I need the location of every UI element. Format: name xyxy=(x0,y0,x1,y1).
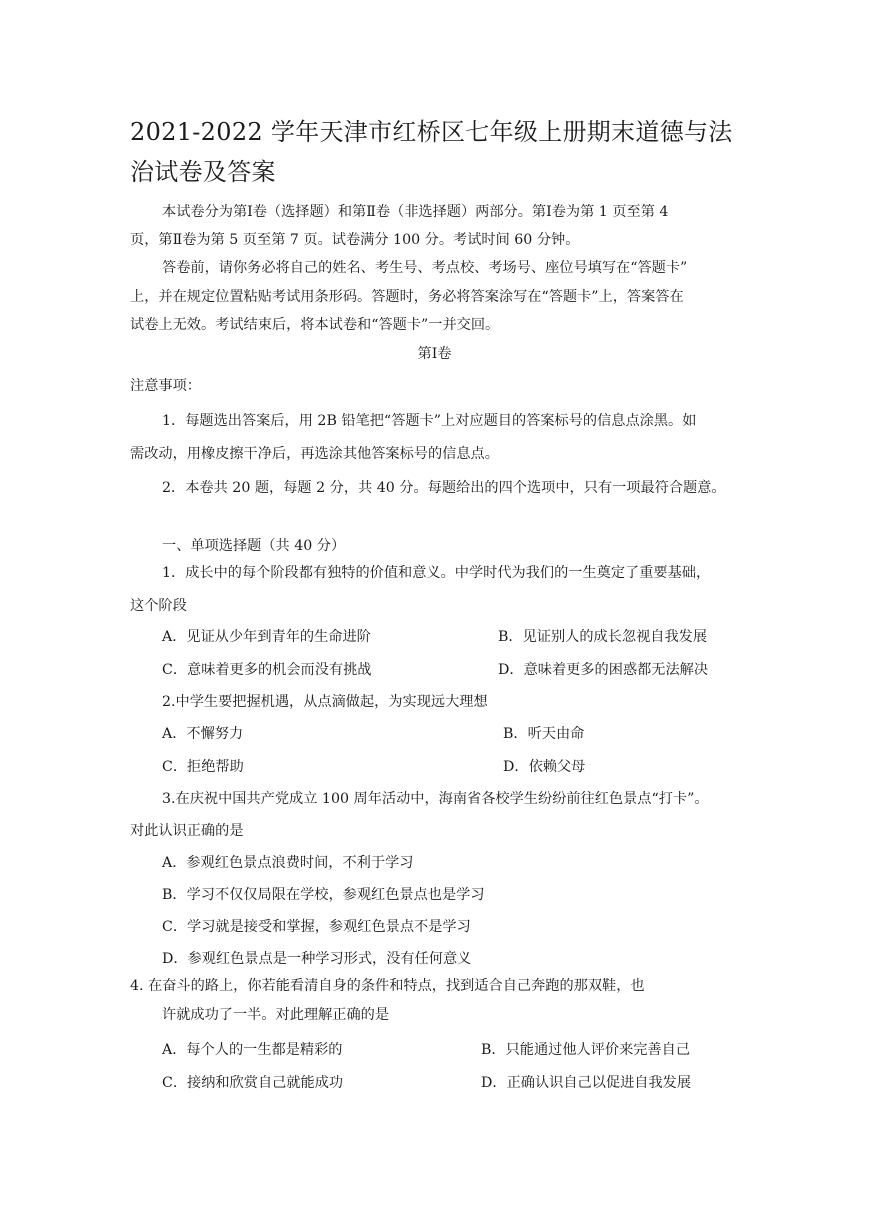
intro-paragraph-2-line-1: 答卷前，请你务必将自己的姓名、考生号、考点校、考场号、座位号填写在“答题卡” xyxy=(162,260,688,276)
question-1-stem-line-1: 1．成长中的每个阶段都有独特的价值和意义。中学时代为我们的一生奠定了重要基础， xyxy=(162,565,711,581)
question-4-stem-line-1: 4. 在奋斗的路上，你若能看清自身的条件和特点，找到适合自己奔跑的那双鞋，也 xyxy=(130,978,645,994)
question-3-stem-line-1: 3.在庆祝中国共产党成立 100 周年活动中，海南省各校学生纷纷前往红色景点“打卡”。 xyxy=(162,791,709,807)
question-4-option-b: B．只能通过他人评价来完善自己 xyxy=(481,1042,691,1058)
question-3-option-d: D．参观红色景点是一种学习形式，没有任何意义 xyxy=(162,951,472,967)
question-4-option-a: A．每个人的一生都是精彩的 xyxy=(162,1042,343,1058)
notice-item-1-line-2: 需改动，用橡皮擦干净后，再选涂其他答案标号的信息点。 xyxy=(130,446,499,462)
question-2-option-a: A．不懈努力 xyxy=(162,726,244,742)
notice-item-1-line-1: 1．每题选出答案后，用 2B 铅笔把“答题卡”上对应题目的答案标号的信息点涂黑。如 xyxy=(162,413,697,429)
question-4-option-d: D．正确认识自己以促进自我发展 xyxy=(481,1075,692,1091)
notice-item-2: 2．本卷共 20 题，每题 2 分，共 40 分。每题给出的四个选项中，只有一项最符合题意。 xyxy=(162,480,726,496)
question-3-stem-line-2: 对此认识正确的是 xyxy=(130,823,244,839)
question-2-option-d: D．依赖父母 xyxy=(503,759,586,775)
question-1-option-d: D．意味着更多的困惑都无法解决 xyxy=(498,662,709,678)
intro-paragraph-1-line-2: 页，第Ⅱ卷为第 5 页至第 7 页。试卷满分 100 分。考试时间 60 分钟。 xyxy=(130,232,580,248)
intro-paragraph-2-line-2: 上，并在规定位置粘贴考试用条形码。答题时，务必将答案涂写在“答题卡”上，答案答在 xyxy=(130,289,684,305)
question-2-option-b: B．听天由命 xyxy=(503,726,585,742)
question-1-stem-line-2: 这个阶段 xyxy=(130,598,187,614)
question-2-option-c: C．拒绝帮助 xyxy=(162,759,244,775)
question-2-stem: 2.中学生要把握机遇，从点滴做起，为实现远大理想 xyxy=(162,694,488,710)
question-1-option-b: B．见证别人的成长忽视自我发展 xyxy=(498,629,708,645)
intro-paragraph-2-line-3: 试卷上无效。考试结束后，将本试卷和“答题卡”一并交回。 xyxy=(130,317,500,333)
notice-heading: 注意事项： xyxy=(130,378,201,394)
question-3-option-b: B．学习不仅仅局限在学校，参观红色景点也是学习 xyxy=(162,887,485,903)
document-title: 2021-2022 学年天津市红桥区七年级上册期末道德与法治试卷及答案 xyxy=(130,118,733,186)
question-3-option-c: C．学习就是接受和掌握，参观红色景点不是学习 xyxy=(162,919,471,935)
question-4-option-c: C．接纳和欣赏自己就能成功 xyxy=(162,1075,344,1091)
section-heading: 一、单项选择题（共 40 分） xyxy=(162,538,346,554)
intro-paragraph-1-line-1: 本试卷分为第Ⅰ卷（选择题）和第Ⅱ卷（非选择题）两部分。第Ⅰ卷为第 1 页至第 4 xyxy=(162,204,669,220)
volume-heading: 第Ⅰ卷 xyxy=(417,346,452,362)
question-3-option-a: A．参观红色景点浪费时间，不利于学习 xyxy=(162,855,414,871)
question-4-stem-line-2: 许就成功了一半。对此理解正确的是 xyxy=(162,1007,390,1023)
question-1-option-a: A．见证从少年到青年的生命进阶 xyxy=(162,629,371,645)
question-1-option-c: C．意味着更多的机会而没有挑战 xyxy=(162,662,372,678)
